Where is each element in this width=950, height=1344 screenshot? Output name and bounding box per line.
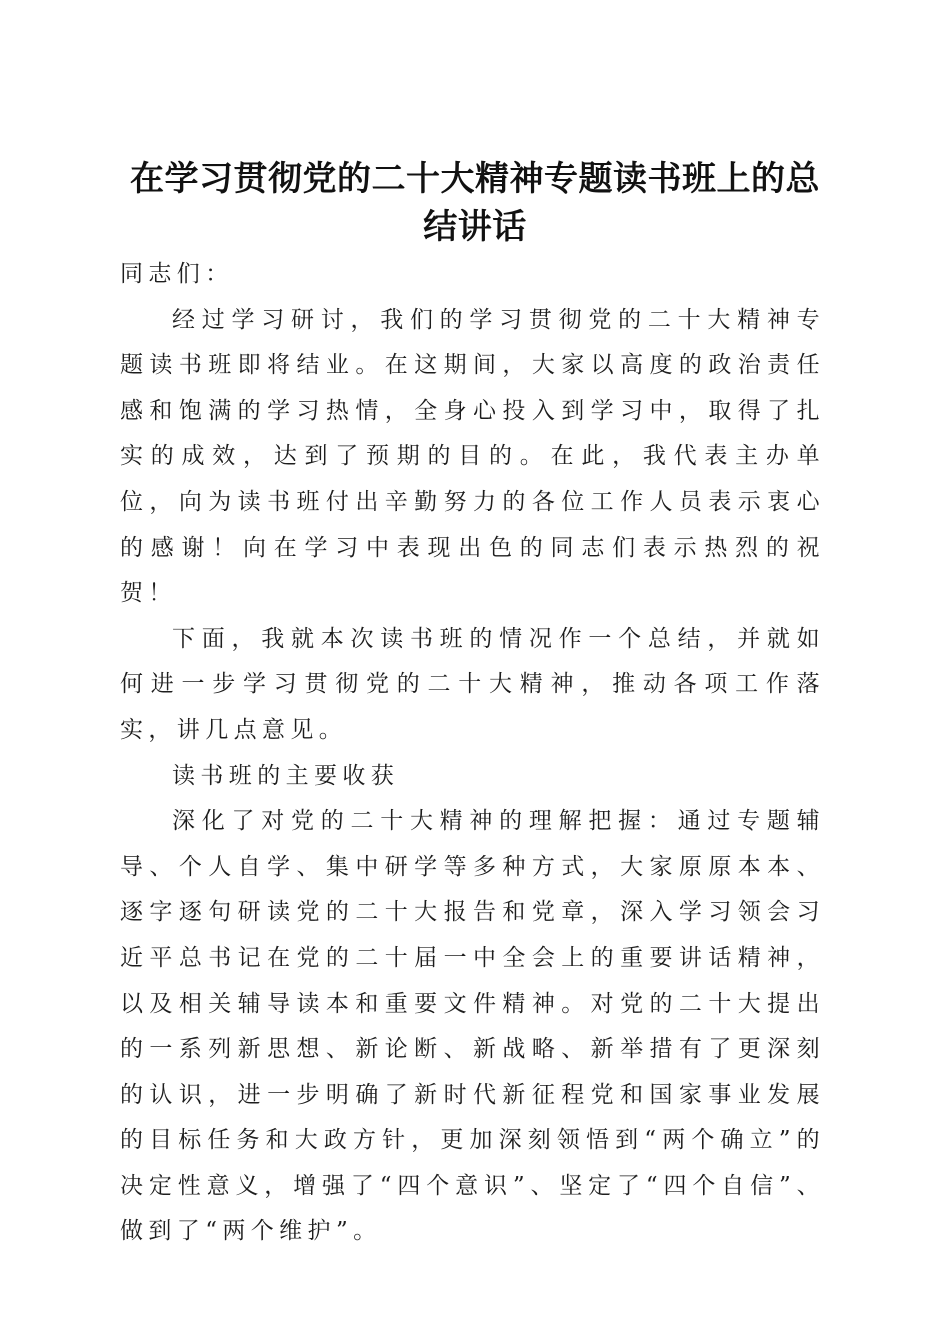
document-title [100, 155, 850, 251]
paragraph-overview: 下面，我就本次读书班的情况作一个总结，并就如何进一步学习贯彻党的二十大精神，推动各项工作落实，讲几点意见。 [120, 625, 825, 743]
paragraph-opening: 经过学习研讨，我们的学习贯彻党的二十大精神专题读书班即将结业。在这期间，大家以高度的政治责任感和饱满的学习热情，全身心投入到学习中，取得了扎实的成效，达到了预期的目的。在此，我代表主办单位，向为读书班付出辛勤努力的各位工作人员表示衷心的感谢！向在学习中表现出色的同志们表示热烈的祝贺！ [120, 306, 825, 607]
title-line-1: 在学习贯彻党的二十大精神专题读书班上的总 [130, 158, 820, 199]
title-line-2: 结讲话 [423, 206, 527, 247]
document-body [120, 252, 825, 1255]
paragraph-deepened-understanding: 深化了对党的二十大精神的理解把握：通过专题辅导、个人自学、集中研学等多种方式，大家原原本本、逐字逐句研读党的二十大报告和党章，深入学习领会习近平总书记在党的二十届一中全会上的重要讲话精神，以及相关辅导读本和重要文件精神。对党的二十大提出的一系列新思想、新论断、新战略、新举措有了更深刻的认识，进一步明确了新时代新征程党和国家事业发展的目标任务和大政方针，更加深刻领悟到“两个确立”的决定性意义，增强了“四个意识”、坚定了“四个自信”、做到了“两个维护”。 [120, 808, 825, 1245]
salutation: 同志们： [120, 261, 234, 287]
section-heading-main-gains: 读书班的主要收获 [172, 762, 400, 789]
